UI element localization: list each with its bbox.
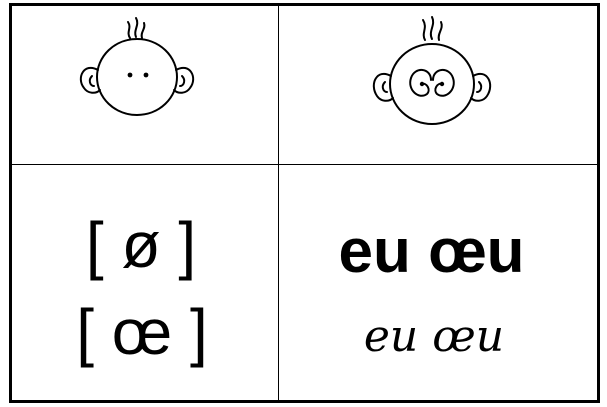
vertical-divider (278, 6, 279, 400)
phoneme-open-eu: [ œ ] (76, 296, 208, 368)
surprised-boy-face-icon (365, 10, 500, 140)
horizontal-divider (12, 164, 597, 165)
calm-boy-face-icon (70, 10, 205, 135)
print-spelling: eu œu (338, 217, 525, 286)
phoneme-closed-eu: [ ø ] (85, 209, 197, 281)
cursive-spelling: eu œu (363, 311, 505, 362)
